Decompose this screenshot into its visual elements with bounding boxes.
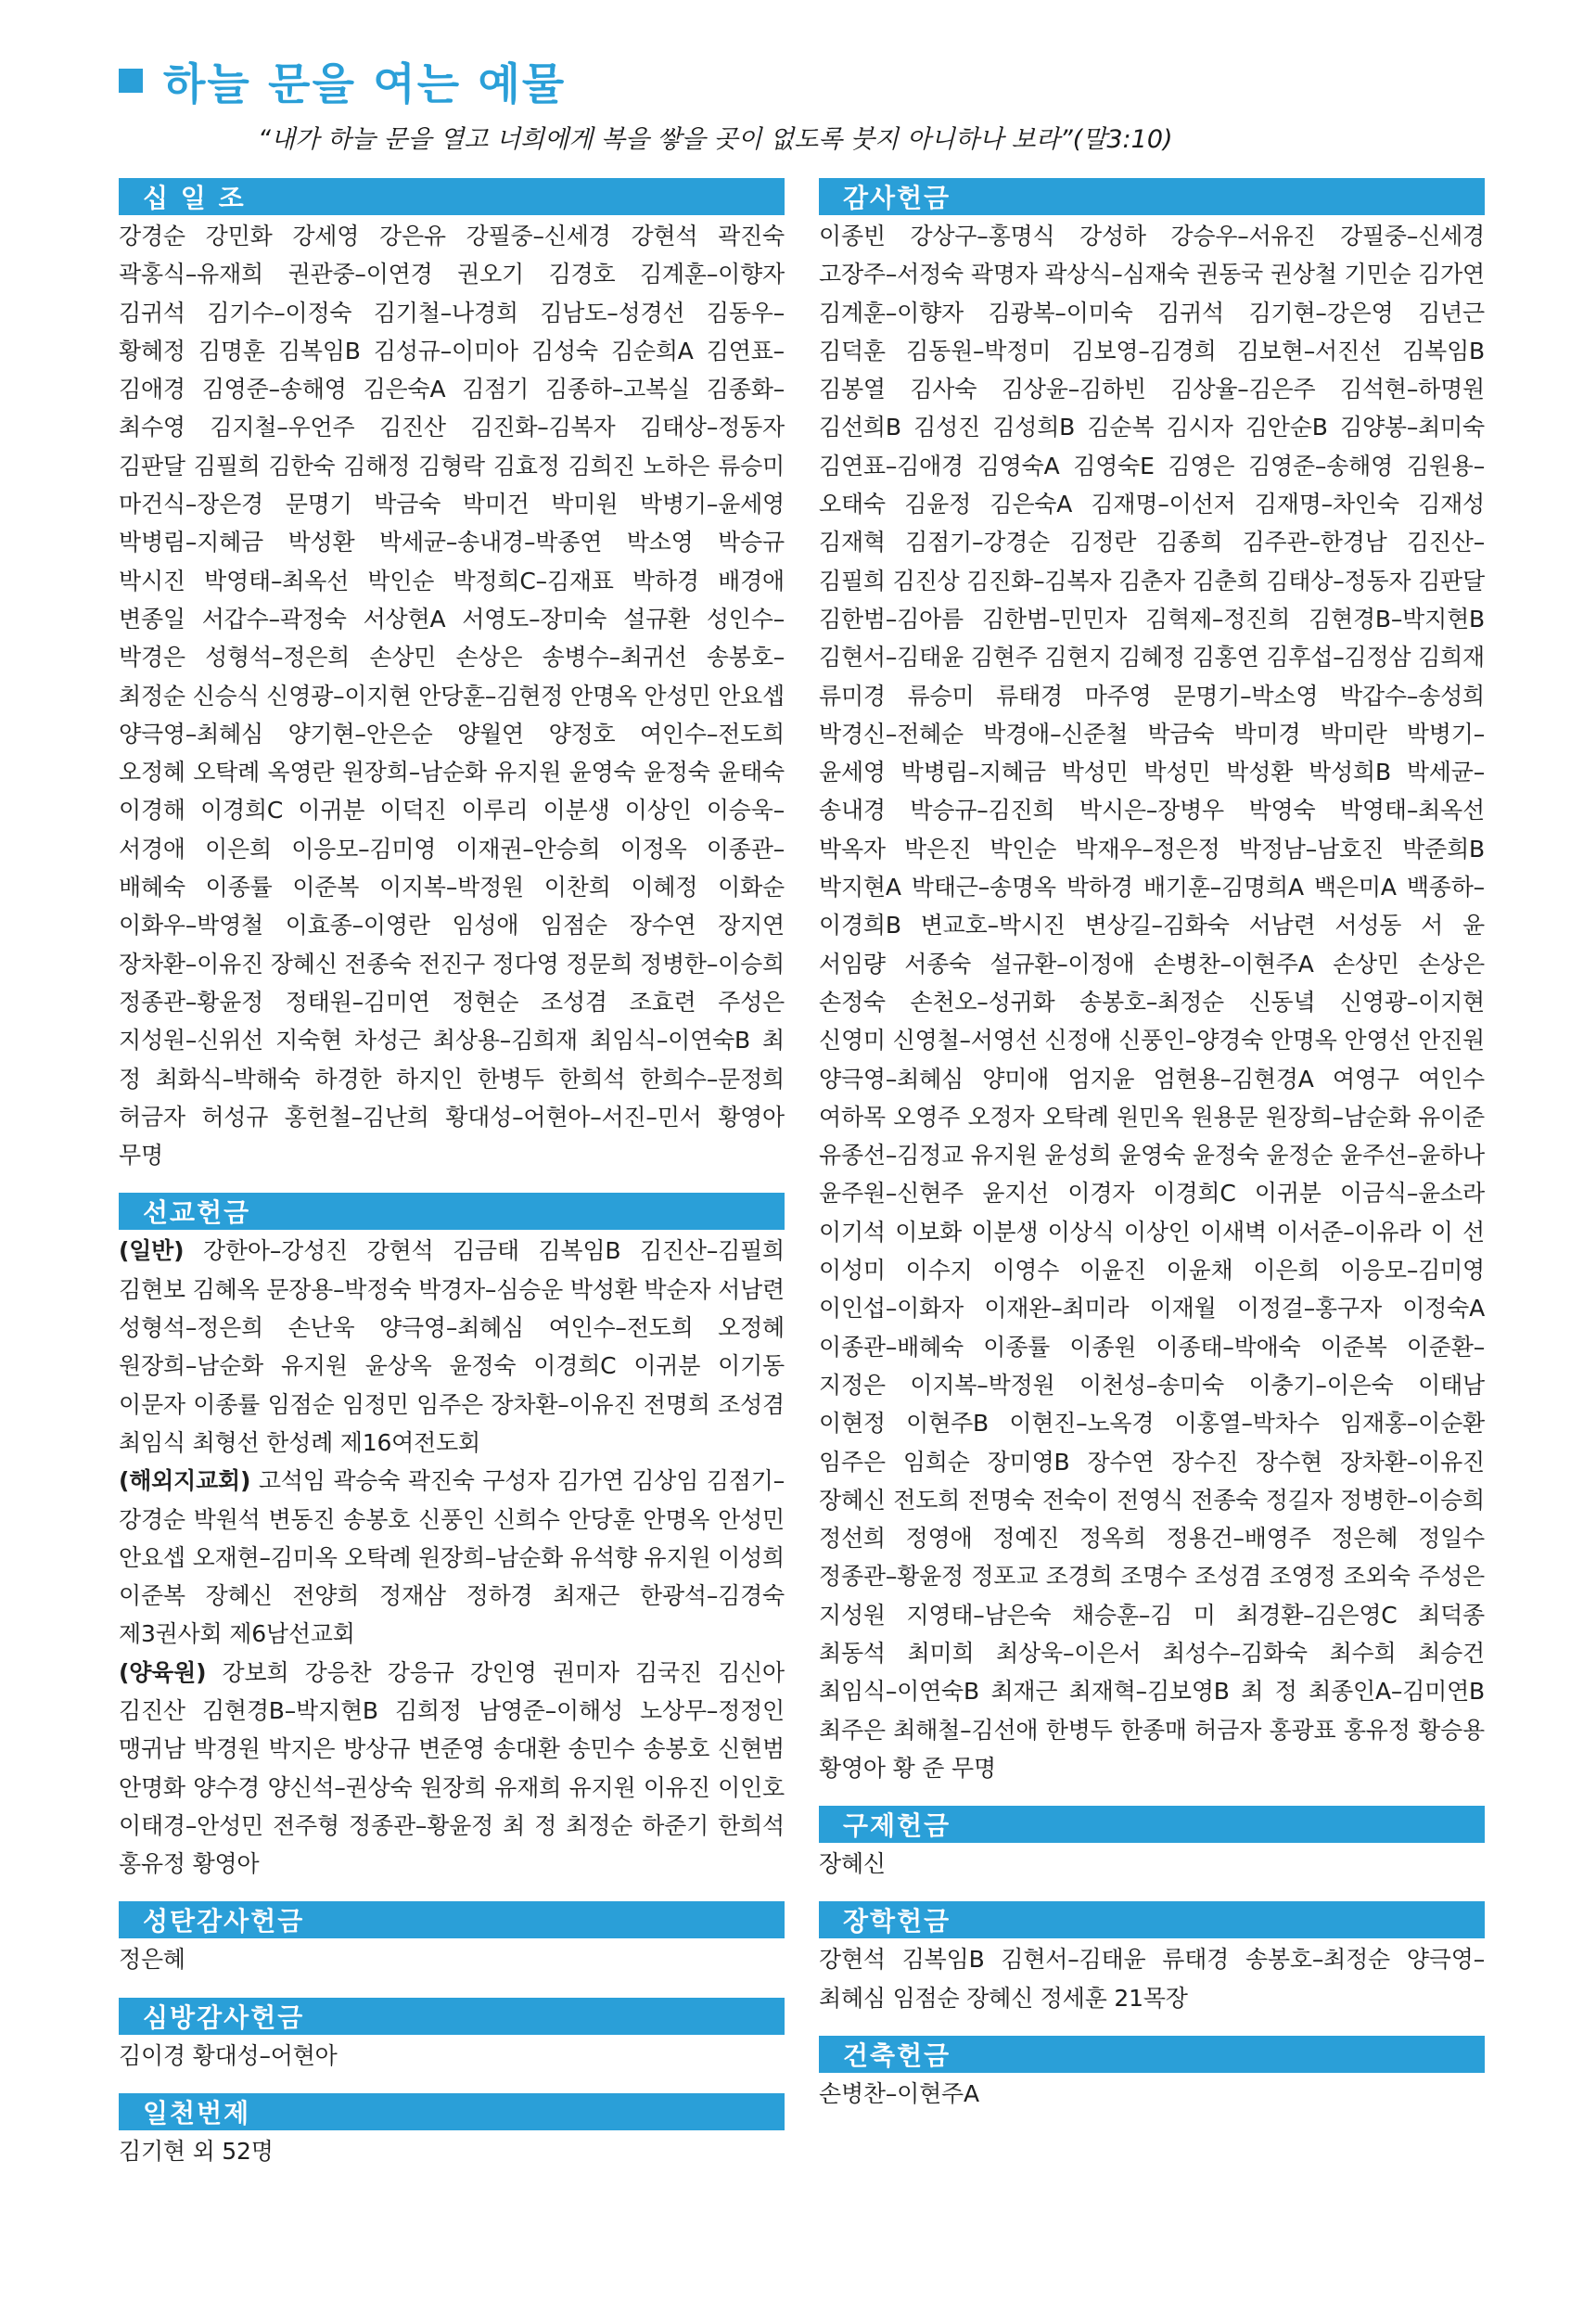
section-header-tithe: 십 일 조: [119, 178, 785, 215]
mission-group-text-overseas: 고석임 곽승숙 곽진숙 구성자 김가연 김상임 김점기–강경순 박원석 변동진 송봉호 신풍인 신희수 안당훈 안명옥 안성민 안요셉 오재현–김미옥 오탁례 원장희–남순화 유석향 유지원 이성희 이준복 장혜신 전양희 정재삼 정하경 최재근 한광석–김경숙 제3권사회 제6남선교회: [119, 1467, 785, 1648]
section-thanks: [819, 178, 1485, 1787]
title-square-icon: [119, 69, 143, 93]
section-body-mission: [119, 1230, 785, 1883]
section-header-thanks: 감사헌금: [819, 178, 1485, 215]
section-header-ilcheon: 일천번제: [119, 2093, 785, 2130]
section-christmas: [119, 1901, 785, 1978]
section-body-tithe: 강경순 강민화 강세영 강은유 강필중–신세경 강현석 곽진숙 곽홍식–유재희 권관중–이연경 권오기 김경호 김계훈–이향자 김귀석 김기수–이정숙 김기철–나경희 김남도–성경선 김동우–황혜정 김명훈 김복임B 김성규–이미아 김성숙 김순희A 김연표–김애경 김영준–송해영 김은숙A 김점기 김종하–고복실 김종화–최수영 김지철–우언주 김진산 김진화–김복자 김태상–정동자 김판달 김필희 김한숙 김해정 김형락 김효정 김희진 노하은 류승미 마건식–장은경 문명기 박금숙 박미건 박미원 박병기–윤세영 박병림–지혜금 박성환 박세균–송내경–박종연 박소영 박승규 박시진 박영태–최옥선 박인순 박정희C–김재표 박하경 배경애 변종일 서갑수–곽정숙 서상현A 서영도–장미숙 설규환 성인수–박경은 성형석–정은희 손상민 손상은 송병수–최귀선 송봉호–최정순 신승식 신영광–이지현 안당훈–김현정 안명옥 안성민 안요셉 양극영–최혜심 양기현–안은순 양월연 양정호 여인수–전도희 오정혜 오탁례 옥영란 원장희–남순화 유지원 윤영숙 윤정숙 윤태숙 이경해 이경희C 이귀분 이덕진 이루리 이분생 이상인 이승욱–서경애 이은희 이응모–김미영 이재권–안승희 이정옥 이종관–배혜숙 이종률 이준복 이지복–박정원 이찬희 이혜정 이화순 이화우–박영철 이효종–이영란 임성애 임점순 장수연 장지연 장차환–이유진 장혜신 전종숙 전진구 정다영 정문희 정병한–이승희 정종관–황윤정 정태원–김미연 정현순 조성겸 조효련 주성은 지성원–신위선 지숙현 차성근 최상용–김희재 최임식–이연숙B 최 정 최화식–박해숙 하경한 하지인 한병두 한희석 한희수–문정희 허금자 허성규 홍헌철–김난희 황대성–어현아–서진–민서 황영아 무명: [119, 223, 785, 1170]
section-ilcheon: [119, 2093, 785, 2170]
section-visitation: [119, 1998, 785, 2075]
section-mission: [119, 1193, 785, 1883]
section-body-scholarship: 강현석 김복임B 김현서–김태윤 류태경 송봉호–최정순 양극영–최혜심 임점순 장혜신 정세훈 21목장: [819, 1946, 1485, 2012]
section-body-relief: 장혜신: [819, 1850, 886, 1878]
section-body-christmas: 정은혜: [119, 1946, 185, 1974]
mission-group-text-general: 강한아–강성진 강현석 김금태 김복임B 김진산–김필희 김현보 김혜옥 문장용–박정숙 박경자–심승운 박성환 박순자 서남련 성형석–정은희 손난욱 양극영–최혜심 여인수–전도희 오정혜 원장희–남순화 유지원 윤상옥 윤정숙 이경희C 이귀분 이기동 이문자 이종률 임점순 임정민 임주은 장차환–이유진 전명희 조성겸 최임식 최형선 한성례 제16여전도회: [119, 1237, 785, 1456]
section-header-visitation: 심방감사헌금: [119, 1998, 785, 2035]
section-scholarship: [819, 1901, 1485, 2017]
section-body-ilcheon: 김기현 외 52명: [119, 2138, 274, 2166]
page-title: 하늘 문을 여는 예물: [163, 58, 567, 110]
section-header-mission: 선교헌금: [119, 1193, 785, 1230]
section-body-thanks: 이종빈 강상구–홍명식 강성하 강승우–서유진 강필중–신세경 고장주–서정숙 곽명자 곽상식–심재숙 권동국 권상철 기민순 김가연 김계훈–이향자 김광복–이미숙 김귀석 김기현–강은영 김년근 김덕훈 김동원–박정미 김보영–김경희 김보현–서진선 김복임B 김봉열 김사숙 김상윤–김하빈 김상율–김은주 김석현–하명원 김선희B 김성진 김성희B 김순복 김시자 김안순B 김양봉–최미숙 김연표–김애경 김영숙A 김영숙E 김영은 김영준–송해영 김원용–오태숙 김윤정 김은숙A 김재명–이선저 김재명–차인숙 김재성 김재혁 김점기–강경순 김정란 김종희 김주관–한경남 김진산–김필희 김진상 김진화–김복자 김춘자 김춘희 김태상–정동자 김판달 김한범–김아름 김한범–민민자 김혁제–정진희 김현경B–박지현B 김현서–김태윤 김현주 김현지 김혜정 김홍연 김후섭–김정삼 김희재 류미경 류승미 류태경 마주영 문명기–박소영 박갑수–송성희 박경신–전혜순 박경애–신준철 박금숙 박미경 박미란 박병기–윤세영 박병림–지혜금 박성민 박성민 박성환 박성희B 박세균–송내경 박승규–김진희 박시은–장병우 박영숙 박영태–최옥선 박옥자 박은진 박인순 박재우–정은정 박정남–남호진 박준희B 박지현A 박태근–송명옥 박하경 배기훈–김명희A 백은미A 백종하–이경희B 변교호–박시진 변상길–김화숙 서남련 서성동 서 윤 서임량 서종숙 설규환–이정애 손병찬–이현주A 손상민 손상은 손정숙 손천오–성귀화 송봉호–최정순 신동녘 신영광–이지현 신영미 신영철–서영선 신정애 신풍인–양경숙 안명옥 안영선 안진원 양극영–최혜심 양미애 엄지윤 엄현용–김현경A 여영구 여인수 여하목 오영주 오정자 오탁례 원민옥 원용문 원장희–남순화 유이준 유종선–김정교 유지원 윤성희 윤영숙 윤정숙 윤정순 윤주선–윤하나 윤주원–신현주 윤지선 이경자 이경희C 이귀분 이금식–윤소라 이기석 이보화 이분생 이상식 이상인 이새벽 이서준–이유라 이 선 이성미 이수지 이영수 이윤진 이윤채 이은희 이응모–김미영 이인섭–이화자 이재완–최미라 이재월 이정걸–홍구자 이정숙A 이종관–배혜숙 이종률 이종원 이종태–박애숙 이준복 이준환–지정은 이지복–박정원 이천성–송미숙 이충기–이은숙 이태남 이현정 이현주B 이현진–노옥경 이홍열–박차수 임재홍–이순환 임주은 임희순 장미영B 장수연 장수진 장수현 장차환–이유진 장혜신 전도희 전명숙 전숙이 전영식 전종숙 정길자 정병한–이승희 정선희 정영애 정예진 정옥희 정용건–배영주 정은혜 정일수 정종관–황윤정 정포교 조경희 조명수 조성겸 조영정 조외숙 주성은 지성원 지영태–남은숙 채승훈–김 미 최경환–김은영C 최덕종 최동석 최미희 최상욱–이은서 최성수–김화숙 최수희 최승건 최임식–이연숙B 최재근 최재혁–김보영B 최 정 최종인A–김미연B 최주은 최해철–김선애 한병두 한종매 허금자 홍광표 홍유정 황승용 황영아 황 준 무명: [819, 223, 1485, 1782]
mission-group-label-overseas: (해외지교회): [119, 1467, 251, 1495]
left-column: [119, 178, 785, 2170]
section-body-visitation: 김이경 황대성–어현아: [119, 2041, 338, 2069]
section-header-christmas: 성탄감사헌금: [119, 1901, 785, 1938]
mission-group-label-general: (일반): [119, 1237, 185, 1265]
section-building: [819, 2036, 1485, 2113]
mission-group-label-orphanage: (양육원): [119, 1658, 207, 1686]
section-tithe: [119, 178, 785, 1174]
section-header-building: 건축헌금: [819, 2036, 1485, 2073]
scripture-verse: “내가 하늘 문을 열고 너희에게 복을 쌓을 곳이 없도록 붓지 아니하나 보라”(말3:10): [258, 125, 1173, 154]
page-title-row: [119, 48, 566, 113]
mission-group-text-orphanage: 강보희 강응찬 강응규 강인영 권미자 김국진 김신아 김진산 김현경B–박지현B 김희정 남영준–이해성 노상무–정정인 맹귀남 박경원 박지은 방상규 변준영 송대환 송민수 송봉호 신현범 안명화 양수경 양신석–권상숙 원장희 유재희 유지원 이유진 이인호 이태경–안성민 전주형 정종관–황윤정 최 정 최정순 하준기 한희석 홍유정 황영아: [119, 1658, 785, 1878]
right-column: [819, 178, 1485, 2113]
section-header-scholarship: 장학헌금: [819, 1901, 1485, 1938]
section-relief: [819, 1806, 1485, 1883]
section-header-relief: 구제헌금: [819, 1806, 1485, 1843]
section-body-building: 손병찬–이현주A: [819, 2080, 979, 2108]
